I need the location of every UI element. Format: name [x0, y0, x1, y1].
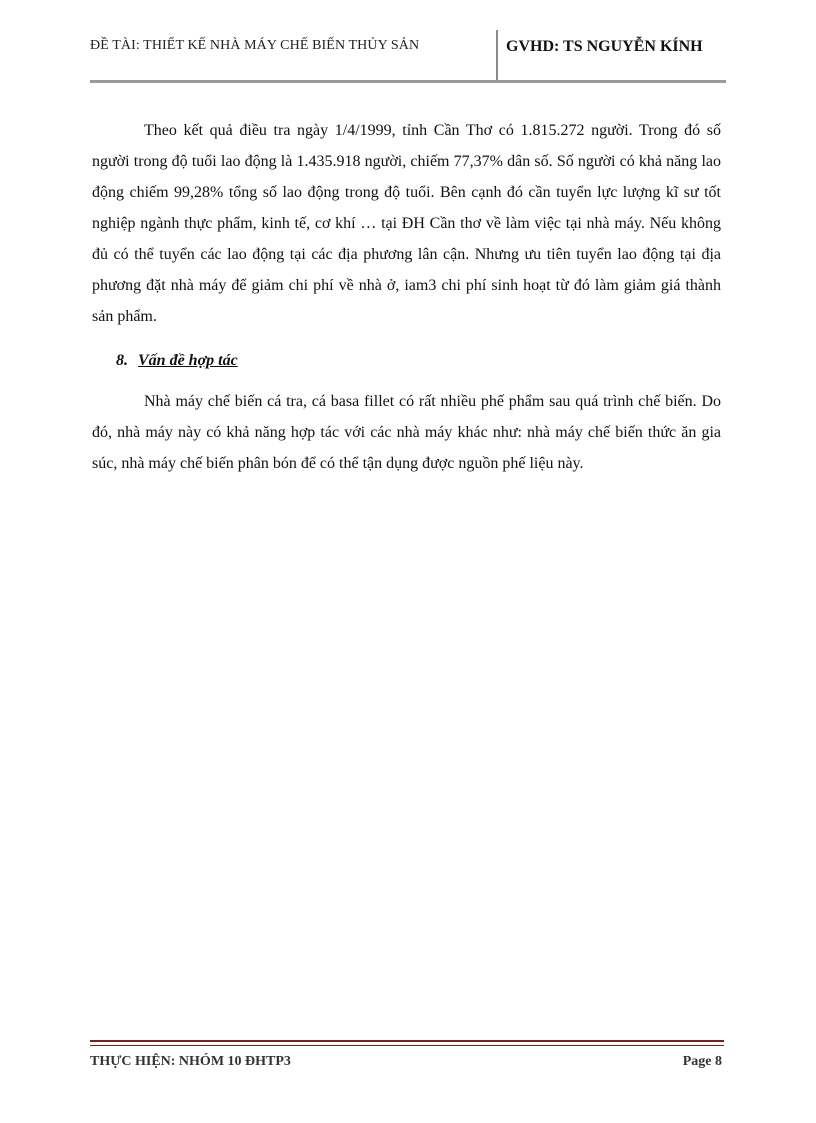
page-header: [90, 30, 726, 82]
header-divider: [496, 30, 498, 80]
header-supervisor: GVHD: TS NGUYỄN KÍNH: [506, 38, 703, 55]
section-heading: [116, 348, 721, 374]
header-rule: [90, 80, 726, 83]
body-paragraph-cooperation: Nhà máy chế biến cá tra, cá basa fillet có rất nhiều phế phẩm sau quá trình chế biến. Do đó, nhà máy này có khả năng hợp tác với các nhà máy khác như: nhà máy chế biến thức ăn gia súc, nhà máy chế biến phân bón để có thể tận dụng được nguồn phế liệu này.: [92, 393, 721, 472]
page-body: [92, 115, 721, 479]
header-project-title: ĐỀ TÀI: THIẾT KẾ NHÀ MÁY CHẾ BIẾN THỦY SẢN: [90, 38, 420, 53]
page-number: Page 8: [682, 1054, 722, 1069]
section-number: 8.: [116, 352, 128, 369]
footer-group: THỰC HIỆN: NHÓM 10 ĐHTP3: [90, 1054, 291, 1069]
footer-rule-top: [90, 1040, 724, 1042]
body-paragraph-labor: Theo kết quả điều tra ngày 1/4/1999, tỉnh Cần Thơ có 1.815.272 người. Trong đó số người trong độ tuổi lao động là 1.435.918 người, chiếm 77,37% dân số. Số người có khả năng lao động chiếm 99,28% tổng số lao động trong độ tuổi. Bên cạnh đó cần tuyển lực lượng kĩ sư tốt nghiệp ngành thực phẩm, kinh tế, cơ khí … tại ĐH Cần thơ về làm việc tại nhà máy. Nếu không đủ có thể tuyển các lao động tại các địa phương lân cận. Nhưng ưu tiên tuyển lao động tại địa phương đặt nhà máy để giảm chi phí về nhà ở, iam3 chi phí sinh hoạt từ đó làm giảm giá thành sản phẩm.: [92, 122, 721, 325]
section-title: Vấn đề hợp tác: [138, 352, 238, 369]
footer-rule-bottom: [90, 1045, 724, 1046]
page-footer: [90, 1040, 724, 1080]
